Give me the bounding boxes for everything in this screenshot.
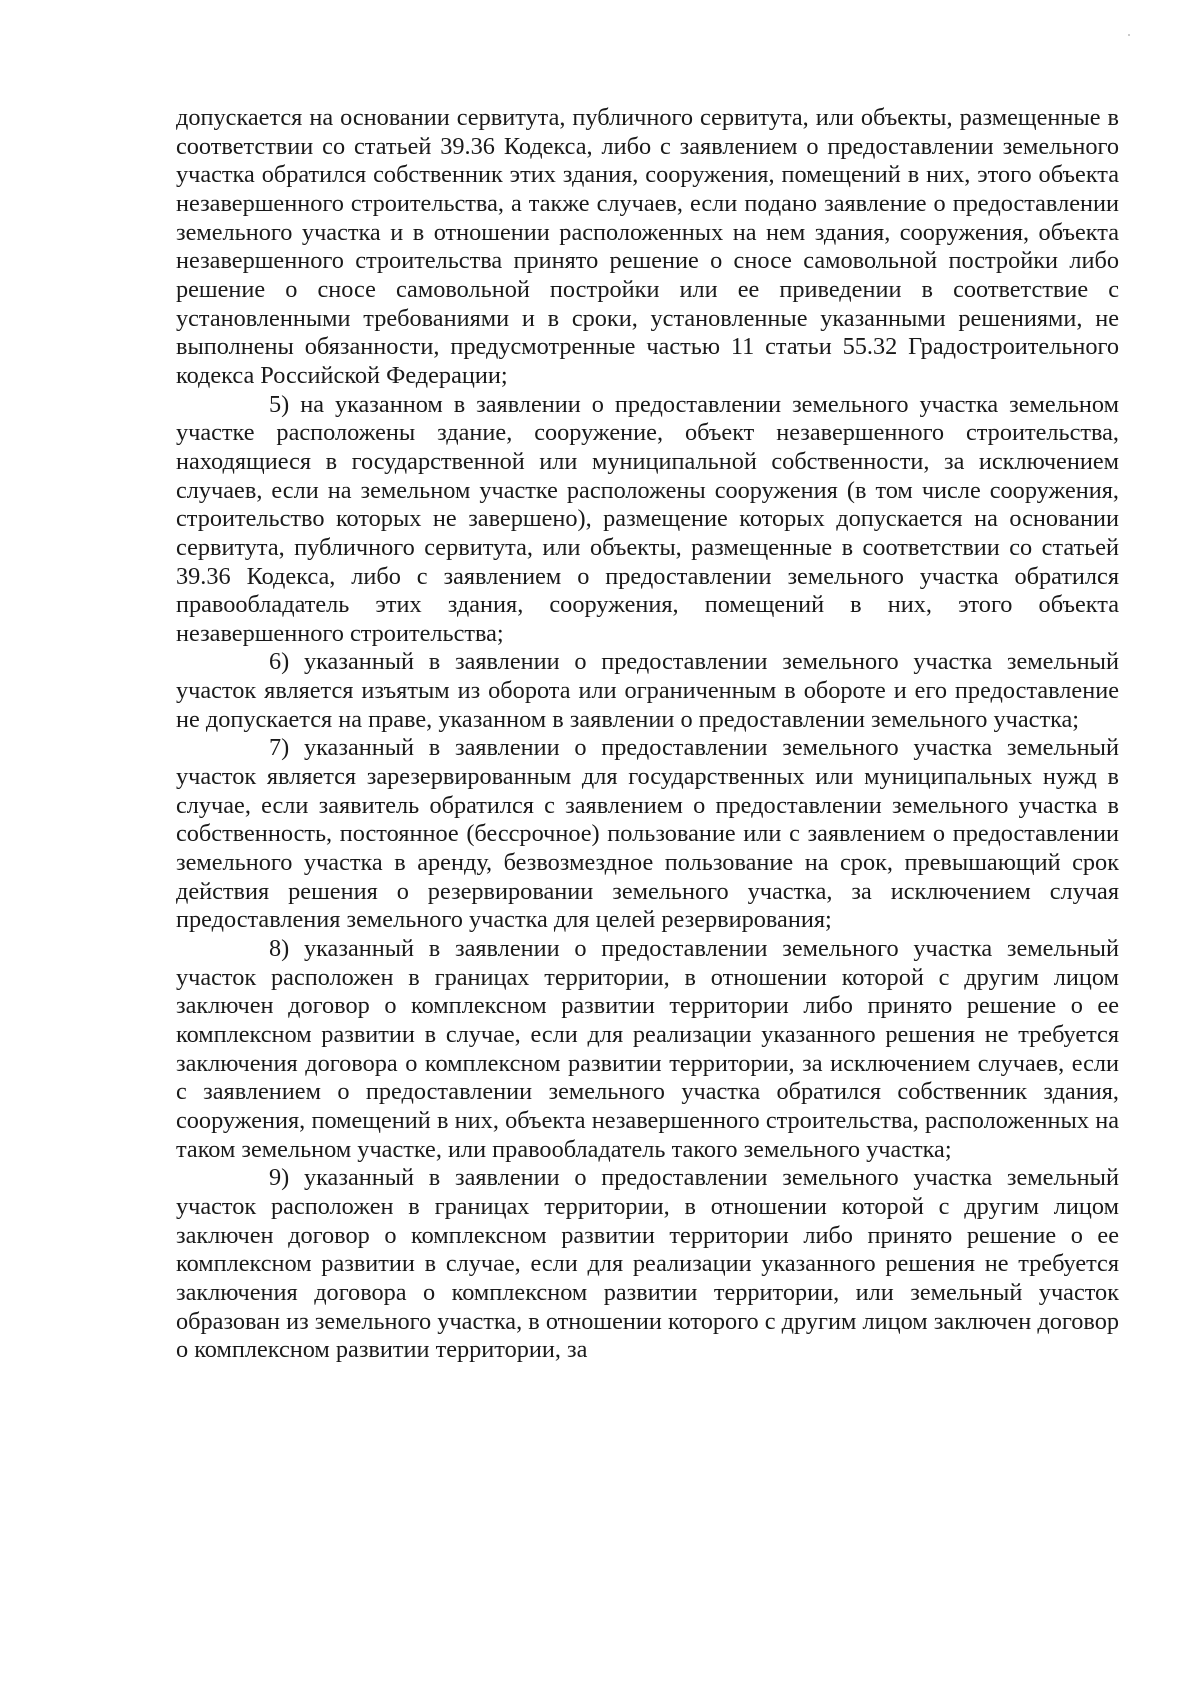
document-page [176,104,1119,1365]
paragraph-item-8: 8) указанный в заявлении о предоставлении земельного участка земельный участок расположен в границах территории, в отношении которой с другим лицом заключен договор о комплексном развитии территории либо принято решение о ее комплексном развитии в случае, если для реализации указанного решения не требуется заключения договора о комплексном развитии территории, за исключением случаев, если с заявлением о предоставлении земельного участка обратился собственник здания, сооружения, помещений в них, объекта незавершенного строительства, расположенных на таком земельном участке, или правообладатель такого земельного участка; [176,935,1119,1163]
paragraph-item-5: 5) на указанном в заявлении о предоставлении земельного участка земельном участке расположены здание, сооружение, объект незавершенного строительства, находящиеся в государственной или муниципальной собственности, за исключением случаев, если на земельном участке расположены сооружения (в том числе сооружения, строительство которых не завершено), размещение которых допускается на основании сервитута, публичного сервитута, или объекты, размещенные в соответствии со статьей 39.36 Кодекса, либо с заявлением о предоставлении земельного участка обратился правообладатель этих здания, сооружения, помещений в них, этого объекта незавершенного строительства; [176,390,1119,647]
paragraph-item-7: 7) указанный в заявлении о предоставлении земельного участка земельный участок является зарезервированным для государственных или муниципальных нужд в случае, если заявитель обратился с заявлением о предоставлении земельного участка в собственность, постоянное (бессрочное) пользование или с заявлением о предоставлении земельного участка в аренду, безвозмездное пользование на срок, превышающий срок действия решения о резервировании земельного участка, за исключением случая предоставления земельного участка для целей резервирования; [176,734,1119,934]
paragraph-item-6: 6) указанный в заявлении о предоставлении земельного участка земельный участок является изъятым из оборота или ограниченным в обороте и его предоставление не допускается на праве, указанном в заявлении о предоставлении земельного участка; [176,648,1119,733]
paragraph-item-9: 9) указанный в заявлении о предоставлении земельного участка земельный участок расположен в границах территории, в отношении которой с другим лицом заключен договор о комплексном развитии территории либо принято решение о ее комплексном развитии в случае, если для реализации указанного решения не требуется заключения договора о комплексном развитии территории, или земельный участок образован из земельного участка, в отношении которого с другим лицом заключен договор о комплексном развитии территории, за [176,1164,1119,1364]
paragraph-continuation: допускается на основании сервитута, публичного сервитута, или объекты, размещенные в соответствии со статьей 39.36 Кодекса, либо с заявлением о предоставлении земельного участка обратился собственник этих здания, сооружения, помещений в них, этого объекта незавершенного строительства, а также случаев, если подано заявление о предоставлении земельного участка и в отношении расположенных на нем здания, сооружения, объекта незавершенного строительства принято решение о сносе самовольной постройки либо решение о сносе самовольной постройки или ее приведении в соответствие с установленными требованиями и в сроки, установленные указанными решениями, не выполнены обязанности, предусмотренные частью 11 статьи 55.32 Градостроительного кодекса Российской Федерации; [176,104,1119,389]
scan-speck [1128,34,1130,36]
